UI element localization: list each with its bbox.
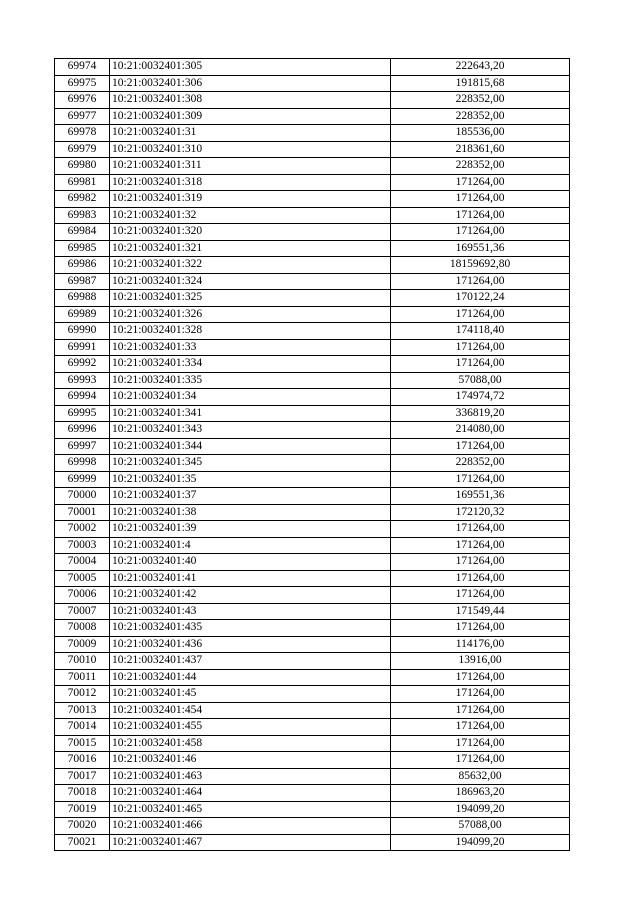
amount-cell: 171264,00	[391, 521, 570, 538]
row-number-cell: 69991	[55, 339, 110, 356]
table-row	[55, 603, 570, 620]
amount-cell: 171549,44	[391, 603, 570, 620]
row-number-cell: 69977	[55, 108, 110, 125]
cadastral-number-cell: 10:21:0032401:321	[110, 240, 391, 257]
row-number-cell: 69986	[55, 257, 110, 274]
row-number-cell: 70000	[55, 488, 110, 505]
amount-cell: 171264,00	[391, 752, 570, 769]
amount-cell: 57088,00	[391, 818, 570, 835]
table-row	[55, 471, 570, 488]
row-number-cell: 69992	[55, 356, 110, 373]
table-row	[55, 653, 570, 670]
cadastral-number-cell: 10:21:0032401:44	[110, 669, 391, 686]
amount-cell: 171264,00	[391, 438, 570, 455]
table-row	[55, 257, 570, 274]
table-row	[55, 306, 570, 323]
table-row	[55, 339, 570, 356]
amount-cell: 171264,00	[391, 669, 570, 686]
amount-cell: 228352,00	[391, 158, 570, 175]
row-number-cell: 69999	[55, 471, 110, 488]
table-row	[55, 125, 570, 142]
cadastral-number-cell: 10:21:0032401:308	[110, 92, 391, 109]
cadastral-number-cell: 10:21:0032401:322	[110, 257, 391, 274]
table-row	[55, 504, 570, 521]
amount-cell: 336819,20	[391, 405, 570, 422]
amount-cell: 171264,00	[391, 735, 570, 752]
table-row	[55, 323, 570, 340]
row-number-cell: 70005	[55, 570, 110, 587]
amount-cell: 169551,36	[391, 488, 570, 505]
amount-cell: 171264,00	[391, 273, 570, 290]
cadastral-number-cell: 10:21:0032401:437	[110, 653, 391, 670]
row-number-cell: 69996	[55, 422, 110, 439]
amount-cell: 114176,00	[391, 636, 570, 653]
amount-cell: 172120,32	[391, 504, 570, 521]
cadastral-number-cell: 10:21:0032401:33	[110, 339, 391, 356]
amount-cell: 169551,36	[391, 240, 570, 257]
cadastral-number-cell: 10:21:0032401:344	[110, 438, 391, 455]
cadastral-number-cell: 10:21:0032401:465	[110, 801, 391, 818]
amount-cell: 171264,00	[391, 207, 570, 224]
row-number-cell: 70010	[55, 653, 110, 670]
amount-cell: 171264,00	[391, 686, 570, 703]
amount-cell: 13916,00	[391, 653, 570, 670]
cadastral-number-cell: 10:21:0032401:305	[110, 59, 391, 76]
cadastral-number-cell: 10:21:0032401:343	[110, 422, 391, 439]
table-row	[55, 768, 570, 785]
cadastral-number-cell: 10:21:0032401:306	[110, 75, 391, 92]
table-row	[55, 224, 570, 241]
row-number-cell: 69988	[55, 290, 110, 307]
row-number-cell: 70020	[55, 818, 110, 835]
cadastral-number-cell: 10:21:0032401:37	[110, 488, 391, 505]
amount-cell: 222643,20	[391, 59, 570, 76]
cadastral-number-cell: 10:21:0032401:318	[110, 174, 391, 191]
cadastral-number-cell: 10:21:0032401:31	[110, 125, 391, 142]
table-row	[55, 108, 570, 125]
row-number-cell: 70014	[55, 719, 110, 736]
cadastral-number-cell: 10:21:0032401:436	[110, 636, 391, 653]
row-number-cell: 70021	[55, 834, 110, 851]
table-row	[55, 438, 570, 455]
table-row	[55, 422, 570, 439]
table-row	[55, 405, 570, 422]
cadastral-number-cell: 10:21:0032401:463	[110, 768, 391, 785]
row-number-cell: 69979	[55, 141, 110, 158]
row-number-cell: 70013	[55, 702, 110, 719]
cadastral-number-cell: 10:21:0032401:32	[110, 207, 391, 224]
table-row	[55, 636, 570, 653]
row-number-cell: 69997	[55, 438, 110, 455]
table-row	[55, 174, 570, 191]
table-row	[55, 735, 570, 752]
amount-cell: 171264,00	[391, 191, 570, 208]
table-row	[55, 75, 570, 92]
row-number-cell: 69985	[55, 240, 110, 257]
row-number-cell: 69984	[55, 224, 110, 241]
amount-cell: 186963,20	[391, 785, 570, 802]
row-number-cell: 70006	[55, 587, 110, 604]
cadastral-number-cell: 10:21:0032401:319	[110, 191, 391, 208]
cadastral-number-cell: 10:21:0032401:39	[110, 521, 391, 538]
cadastral-number-cell: 10:21:0032401:43	[110, 603, 391, 620]
cadastral-number-cell: 10:21:0032401:455	[110, 719, 391, 736]
table-row	[55, 719, 570, 736]
row-number-cell: 70015	[55, 735, 110, 752]
row-number-cell: 70004	[55, 554, 110, 571]
row-number-cell: 70007	[55, 603, 110, 620]
amount-cell: 218361,60	[391, 141, 570, 158]
table-row	[55, 141, 570, 158]
row-number-cell: 69983	[55, 207, 110, 224]
table-row	[55, 587, 570, 604]
table-body	[55, 59, 570, 851]
table-row	[55, 834, 570, 851]
amount-cell: 214080,00	[391, 422, 570, 439]
amount-cell: 85632,00	[391, 768, 570, 785]
table-row	[55, 356, 570, 373]
amount-cell: 171264,00	[391, 174, 570, 191]
row-number-cell: 70016	[55, 752, 110, 769]
table-row	[55, 620, 570, 637]
cadastral-number-cell: 10:21:0032401:324	[110, 273, 391, 290]
row-number-cell: 70012	[55, 686, 110, 703]
cadastral-number-cell: 10:21:0032401:35	[110, 471, 391, 488]
cadastral-number-cell: 10:21:0032401:310	[110, 141, 391, 158]
table-row	[55, 752, 570, 769]
amount-cell: 171264,00	[391, 339, 570, 356]
amount-cell: 185536,00	[391, 125, 570, 142]
cadastral-number-cell: 10:21:0032401:309	[110, 108, 391, 125]
row-number-cell: 69998	[55, 455, 110, 472]
cadastral-number-cell: 10:21:0032401:467	[110, 834, 391, 851]
cadastral-number-cell: 10:21:0032401:454	[110, 702, 391, 719]
table-row	[55, 372, 570, 389]
amount-cell: 57088,00	[391, 372, 570, 389]
row-number-cell: 70008	[55, 620, 110, 637]
cadastral-number-cell: 10:21:0032401:458	[110, 735, 391, 752]
amount-cell: 170122,24	[391, 290, 570, 307]
table-row	[55, 389, 570, 406]
table-row	[55, 455, 570, 472]
row-number-cell: 70018	[55, 785, 110, 802]
document-page	[54, 58, 570, 851]
row-number-cell: 69993	[55, 372, 110, 389]
amount-cell: 228352,00	[391, 455, 570, 472]
cadastral-number-cell: 10:21:0032401:326	[110, 306, 391, 323]
table-row	[55, 554, 570, 571]
table-row	[55, 207, 570, 224]
cadastral-number-cell: 10:21:0032401:311	[110, 158, 391, 175]
cadastral-number-cell: 10:21:0032401:4	[110, 537, 391, 554]
amount-cell: 171264,00	[391, 554, 570, 571]
table-row	[55, 191, 570, 208]
row-number-cell: 69990	[55, 323, 110, 340]
cadastral-number-cell: 10:21:0032401:335	[110, 372, 391, 389]
amount-cell: 191815,68	[391, 75, 570, 92]
row-number-cell: 70017	[55, 768, 110, 785]
cadastral-value-table	[54, 58, 570, 851]
cadastral-number-cell: 10:21:0032401:334	[110, 356, 391, 373]
cadastral-number-cell: 10:21:0032401:40	[110, 554, 391, 571]
row-number-cell: 69981	[55, 174, 110, 191]
amount-cell: 18159692,80	[391, 257, 570, 274]
row-number-cell: 69974	[55, 59, 110, 76]
amount-cell: 171264,00	[391, 570, 570, 587]
row-number-cell: 70001	[55, 504, 110, 521]
amount-cell: 171264,00	[391, 537, 570, 554]
row-number-cell: 69995	[55, 405, 110, 422]
row-number-cell: 69989	[55, 306, 110, 323]
amount-cell: 171264,00	[391, 719, 570, 736]
cadastral-number-cell: 10:21:0032401:466	[110, 818, 391, 835]
row-number-cell: 69987	[55, 273, 110, 290]
row-number-cell: 69980	[55, 158, 110, 175]
table-row	[55, 570, 570, 587]
amount-cell: 171264,00	[391, 471, 570, 488]
row-number-cell: 69975	[55, 75, 110, 92]
cadastral-number-cell: 10:21:0032401:341	[110, 405, 391, 422]
cadastral-number-cell: 10:21:0032401:45	[110, 686, 391, 703]
amount-cell: 174974,72	[391, 389, 570, 406]
amount-cell: 171264,00	[391, 702, 570, 719]
cadastral-number-cell: 10:21:0032401:38	[110, 504, 391, 521]
amount-cell: 171264,00	[391, 306, 570, 323]
table-row	[55, 818, 570, 835]
cadastral-number-cell: 10:21:0032401:435	[110, 620, 391, 637]
table-row	[55, 669, 570, 686]
table-row	[55, 521, 570, 538]
table-row	[55, 686, 570, 703]
cadastral-number-cell: 10:21:0032401:320	[110, 224, 391, 241]
table-row	[55, 240, 570, 257]
amount-cell: 228352,00	[391, 108, 570, 125]
table-row	[55, 290, 570, 307]
amount-cell: 194099,20	[391, 834, 570, 851]
table-row	[55, 273, 570, 290]
cadastral-number-cell: 10:21:0032401:328	[110, 323, 391, 340]
row-number-cell: 69982	[55, 191, 110, 208]
amount-cell: 171264,00	[391, 587, 570, 604]
amount-cell: 194099,20	[391, 801, 570, 818]
cadastral-number-cell: 10:21:0032401:464	[110, 785, 391, 802]
table-row	[55, 537, 570, 554]
row-number-cell: 70009	[55, 636, 110, 653]
row-number-cell: 70002	[55, 521, 110, 538]
amount-cell: 171264,00	[391, 356, 570, 373]
table-row	[55, 92, 570, 109]
cadastral-number-cell: 10:21:0032401:345	[110, 455, 391, 472]
cadastral-number-cell: 10:21:0032401:42	[110, 587, 391, 604]
cadastral-number-cell: 10:21:0032401:41	[110, 570, 391, 587]
row-number-cell: 69976	[55, 92, 110, 109]
table-row	[55, 158, 570, 175]
table-row	[55, 59, 570, 76]
amount-cell: 171264,00	[391, 224, 570, 241]
table-row	[55, 801, 570, 818]
row-number-cell: 70003	[55, 537, 110, 554]
amount-cell: 174118,40	[391, 323, 570, 340]
row-number-cell: 70019	[55, 801, 110, 818]
table-row	[55, 488, 570, 505]
table-row	[55, 702, 570, 719]
row-number-cell: 69978	[55, 125, 110, 142]
cadastral-number-cell: 10:21:0032401:34	[110, 389, 391, 406]
row-number-cell: 70011	[55, 669, 110, 686]
cadastral-number-cell: 10:21:0032401:46	[110, 752, 391, 769]
amount-cell: 228352,00	[391, 92, 570, 109]
amount-cell: 171264,00	[391, 620, 570, 637]
cadastral-number-cell: 10:21:0032401:325	[110, 290, 391, 307]
row-number-cell: 69994	[55, 389, 110, 406]
table-row	[55, 785, 570, 802]
